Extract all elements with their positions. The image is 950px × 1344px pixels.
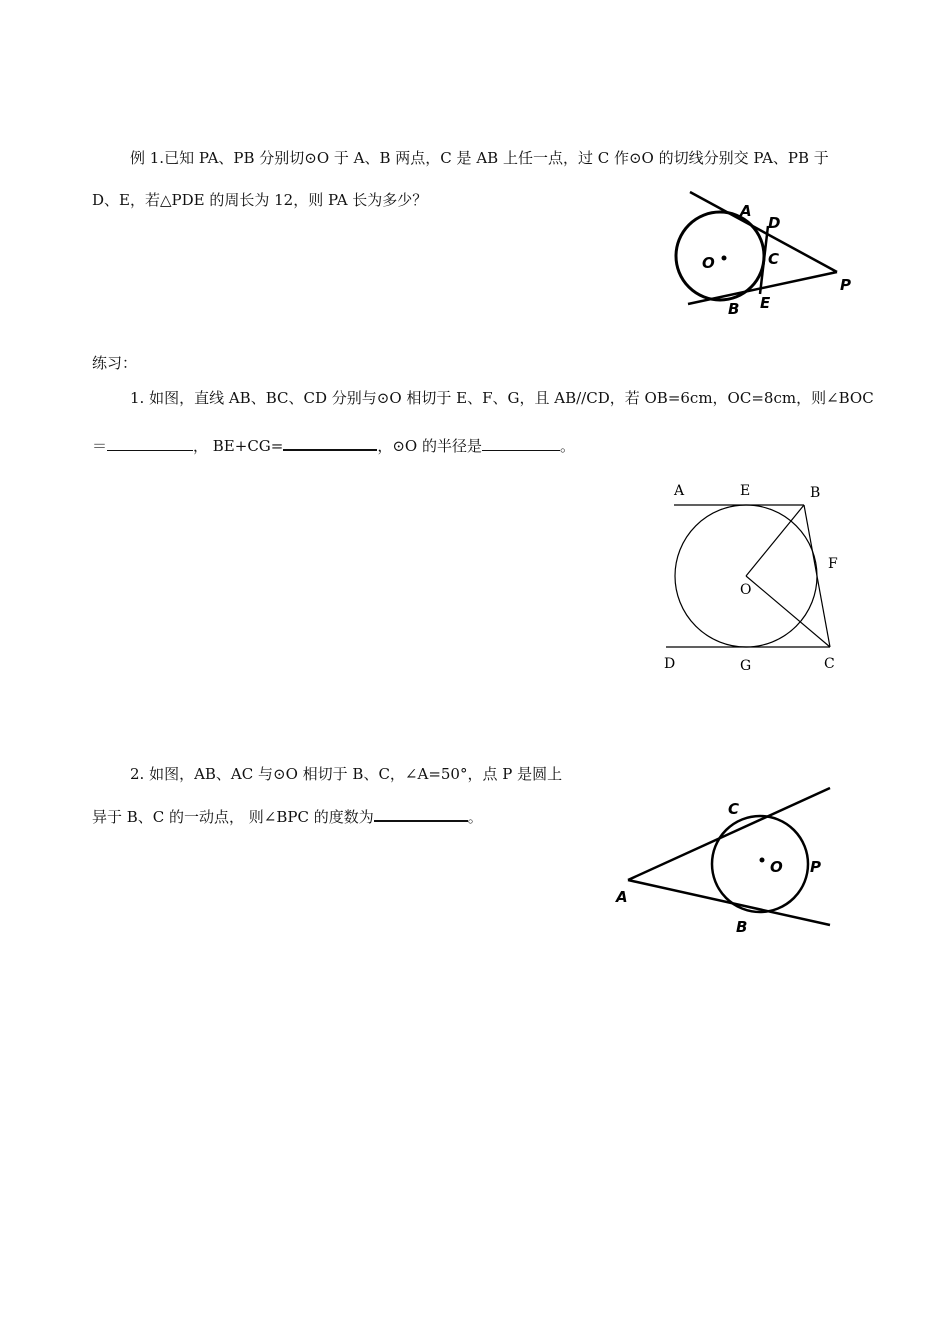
label-c: C: [824, 656, 835, 672]
label-o: O: [770, 858, 783, 876]
label-b: B: [728, 300, 740, 318]
center-dot: [760, 858, 765, 863]
circle-o: [712, 816, 808, 912]
label-c: C: [728, 800, 740, 818]
q2-end: 。: [467, 808, 483, 826]
q1-line2: [92, 435, 575, 456]
label-g: G: [740, 658, 752, 674]
q1-end: 。: [560, 437, 576, 455]
q2-answer-blank[interactable]: [374, 806, 468, 822]
center-dot: [722, 256, 727, 261]
label-o: O: [702, 254, 715, 272]
q1-answer-blank-1[interactable]: [107, 436, 193, 451]
q1-figure: [660, 478, 860, 678]
label-e: E: [760, 294, 771, 312]
q1-answer-blank-2[interactable]: [283, 435, 377, 451]
label-b: B: [810, 485, 821, 501]
example1-line1: 例 1.已知 PA、PB 分别切⊙O 于 A、B 两点，C 是 AB 上任一点，过 C 作⊙O 的切线分别交 PA、PB 于: [130, 149, 829, 167]
label-a: A: [674, 483, 685, 499]
label-p: P: [840, 276, 851, 294]
label-f: F: [828, 556, 838, 572]
label-e: E: [740, 483, 751, 499]
q1-mid2: ，⊙O 的半径是: [377, 437, 482, 455]
practice-heading: 练习：: [92, 354, 138, 372]
q1-mid: ， BE+CG=: [193, 437, 284, 455]
label-c: C: [768, 250, 780, 268]
label-b: B: [736, 918, 748, 936]
label-a: A: [616, 888, 628, 906]
label-d: D: [664, 656, 676, 672]
segment-ob: [746, 505, 804, 576]
q2-line2: [92, 806, 483, 827]
tangent-de: [760, 226, 768, 294]
q1-prefix: ＝: [92, 437, 108, 455]
label-p: P: [810, 858, 821, 876]
example1-figure: [672, 190, 862, 320]
label-o: O: [740, 582, 752, 598]
q2-text: 异于 B、C 的一动点， 则∠BPC 的度数为: [92, 808, 374, 826]
label-a: A: [740, 202, 752, 220]
tangent-ab: [628, 880, 830, 925]
q2-figure: [612, 786, 842, 936]
segment-oc: [746, 576, 830, 647]
q2-line1: 2. 如图，AB、AC 与⊙O 相切于 B、C，∠A=50°，点 P 是圆上: [130, 765, 563, 783]
q1-answer-blank-3[interactable]: [482, 436, 560, 451]
example1-line2: D、E，若△PDE 的周长为 12，则 PA 长为多少？: [92, 191, 428, 209]
q1-line1: 1. 如图，直线 AB、BC、CD 分别与⊙O 相切于 E、F、G，且 AB//CD，若 OB=6cm，OC=8cm，则∠BOC: [130, 389, 874, 407]
label-d: D: [768, 214, 781, 232]
